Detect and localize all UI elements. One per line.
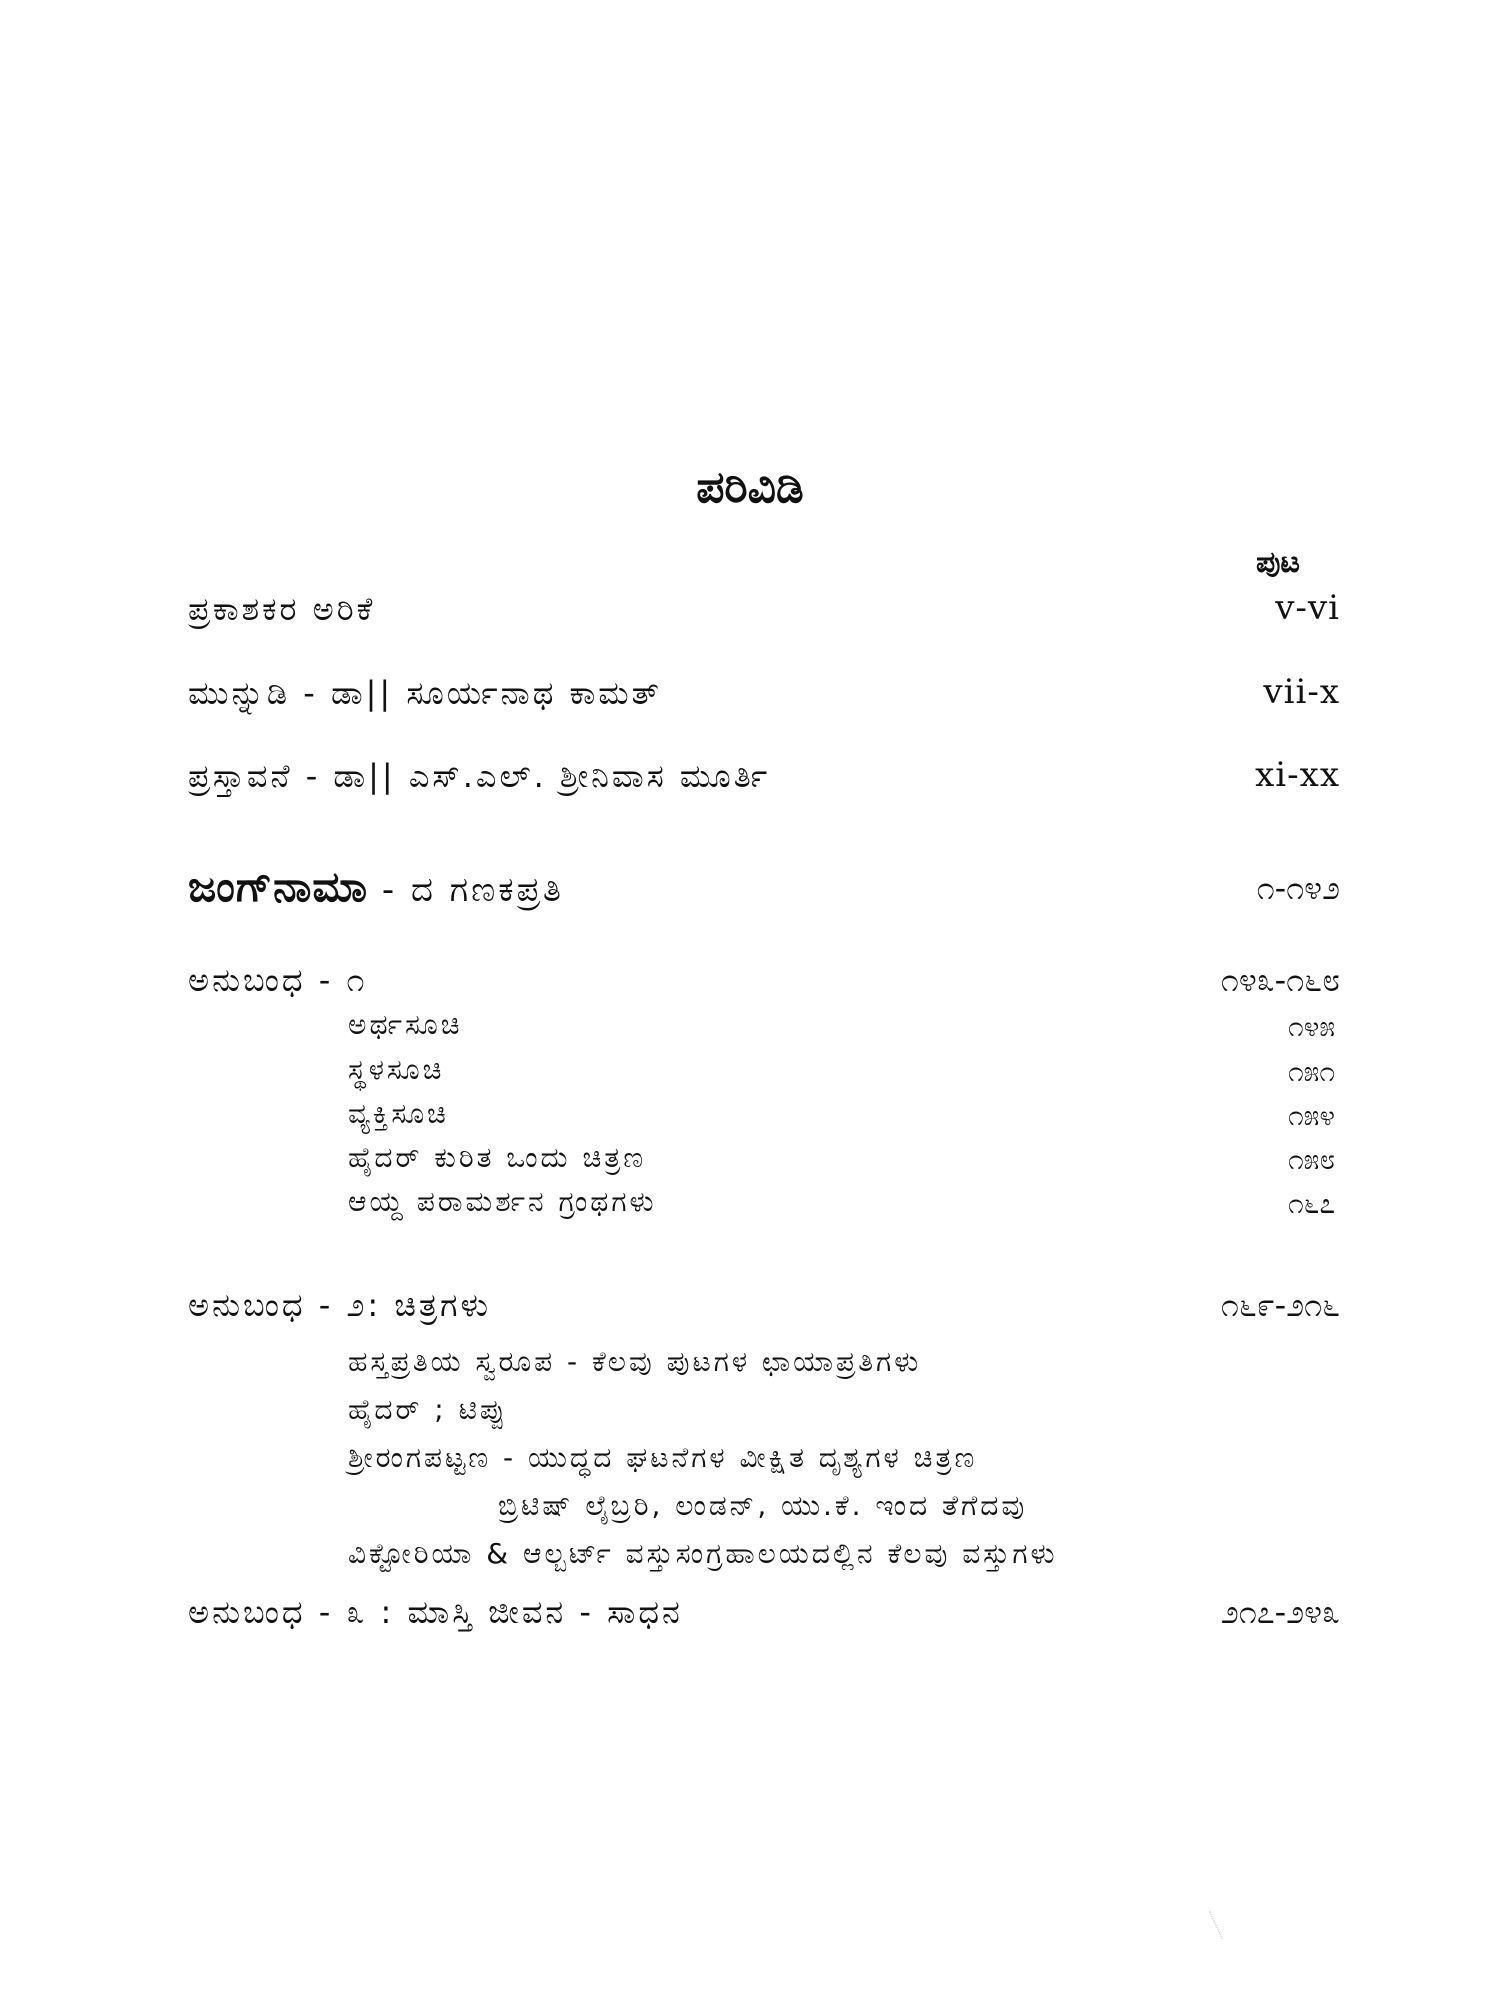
toc-subpage-place-index: ೧೫೧ bbox=[1287, 1055, 1335, 1088]
toc-page-introduction: xi-xx bbox=[1255, 755, 1340, 795]
toc-subpage-glossary: ೧೪೫ bbox=[1287, 1010, 1335, 1043]
toc-entry-appendix-2: ಅನುಬಂಧ - ೨: ಚಿತ್ರಗಳು bbox=[188, 1286, 492, 1324]
toc-page-appendix-2: ೧೬೯-೨೧೬ bbox=[1220, 1286, 1340, 1324]
toc-subentry-hyder-portrait: ಹೈದರ್ ಕುರಿತ ಒಂದು ಚಿತ್ರಣ bbox=[348, 1141, 647, 1174]
page-column-header: ಪುಟ bbox=[1255, 545, 1300, 580]
toc-note-victoria-albert: ವಿಕ್ಟೋರಿಯಾ & ಆಲ್ಬರ್ಟ್ ವಸ್ತುಸಂಗ್ರಹಾಲಯದಲ್ಲಿನ ಕೆಲವು ವಸ್ತುಗಳು bbox=[348, 1537, 1058, 1570]
scan-speck bbox=[1209, 1907, 1232, 1939]
toc-page-publisher-note: v-vi bbox=[1275, 588, 1340, 628]
toc-subpage-person-index: ೧೫೪ bbox=[1287, 1099, 1335, 1132]
toc-subentry-person-index: ವ್ಯಕ್ತಿಸೂಚಿ bbox=[348, 1097, 449, 1130]
main-work-subtitle: - ದ ಗಣಕಪ್ರತಿ bbox=[368, 870, 564, 910]
toc-note-british-library: ಬ್ರಿಟಿಷ್ ಲೈಬ್ರರಿ, ಲಂಡನ್, ಯು.ಕೆ. ಇಂದ ತೆಗೆದವು bbox=[498, 1489, 1028, 1522]
toc-subentry-place-index: ಸ್ಥಳಸೂಚಿ bbox=[348, 1053, 445, 1086]
toc-page-appendix-3: ೨೧೭-೨೪೩ bbox=[1220, 1593, 1340, 1631]
toc-entry-foreword: ಮುನ್ನುಡಿ - ಡಾ|| ಸೂರ್ಯನಾಥ ಕಾಮತ್ bbox=[188, 674, 663, 712]
toc-entry-introduction: ಪ್ರಸ್ತಾವನೆ - ಡಾ|| ಎಸ್.ಎಲ್. ಶ್ರೀನಿವಾಸ ಮೂರ್ತಿ bbox=[188, 757, 771, 795]
toc-entry-main-work bbox=[188, 862, 564, 911]
toc-note-manuscript: ಹಸ್ತಪ್ರತಿಯ ಸ್ವರೂಪ - ಕೆಲವು ಪುಟಗಳ ಛಾಯಾಪ್ರತಿಗಳು bbox=[348, 1345, 922, 1378]
toc-page-foreword: vii-x bbox=[1263, 672, 1340, 712]
toc-subpage-bibliography: ೧೬೭ bbox=[1287, 1187, 1335, 1220]
toc-subentry-glossary: ಅರ್ಥಸೂಚಿ bbox=[348, 1008, 463, 1041]
toc-page-main-work: ೧-೧೪೨ bbox=[1256, 869, 1340, 907]
toc-note-srirangapatna: ಶ್ರೀರಂಗಪಟ್ಟಣ - ಯುದ್ಧದ ಘಟನೆಗಳ ವೀಕ್ಷಿತ ದೃಶ್ಯಗಳ ಚಿತ್ರಣ bbox=[348, 1441, 978, 1474]
toc-entry-appendix-1: ಅನುಬಂಧ - ೧ bbox=[188, 961, 368, 999]
toc-note-hyder-tipu: ಹೈದರ್ ; ಟಿಪ್ಪು bbox=[348, 1393, 508, 1426]
toc-page-appendix-1: ೧೪೩-೧೬೮ bbox=[1220, 961, 1340, 999]
toc-subentry-bibliography: ಆಯ್ದ ಪರಾಮರ್ಶನ ಗ್ರಂಥಗಳು bbox=[348, 1185, 657, 1218]
page-title: ಪರಿವಿಡಿ bbox=[696, 462, 804, 513]
toc-entry-appendix-3: ಅನುಬಂಧ - ೩ : ಮಾಸ್ತಿ ಜೀವನ - ಸಾಧನ bbox=[188, 1593, 683, 1631]
toc-entry-publisher-note: ಪ್ರಕಾಶಕರ ಅರಿಕೆ bbox=[188, 590, 376, 628]
toc-subpage-hyder-portrait: ೧೫೮ bbox=[1287, 1143, 1335, 1176]
main-work-title: ಜಂಗ್‌ನಾಮಾ bbox=[188, 862, 369, 911]
